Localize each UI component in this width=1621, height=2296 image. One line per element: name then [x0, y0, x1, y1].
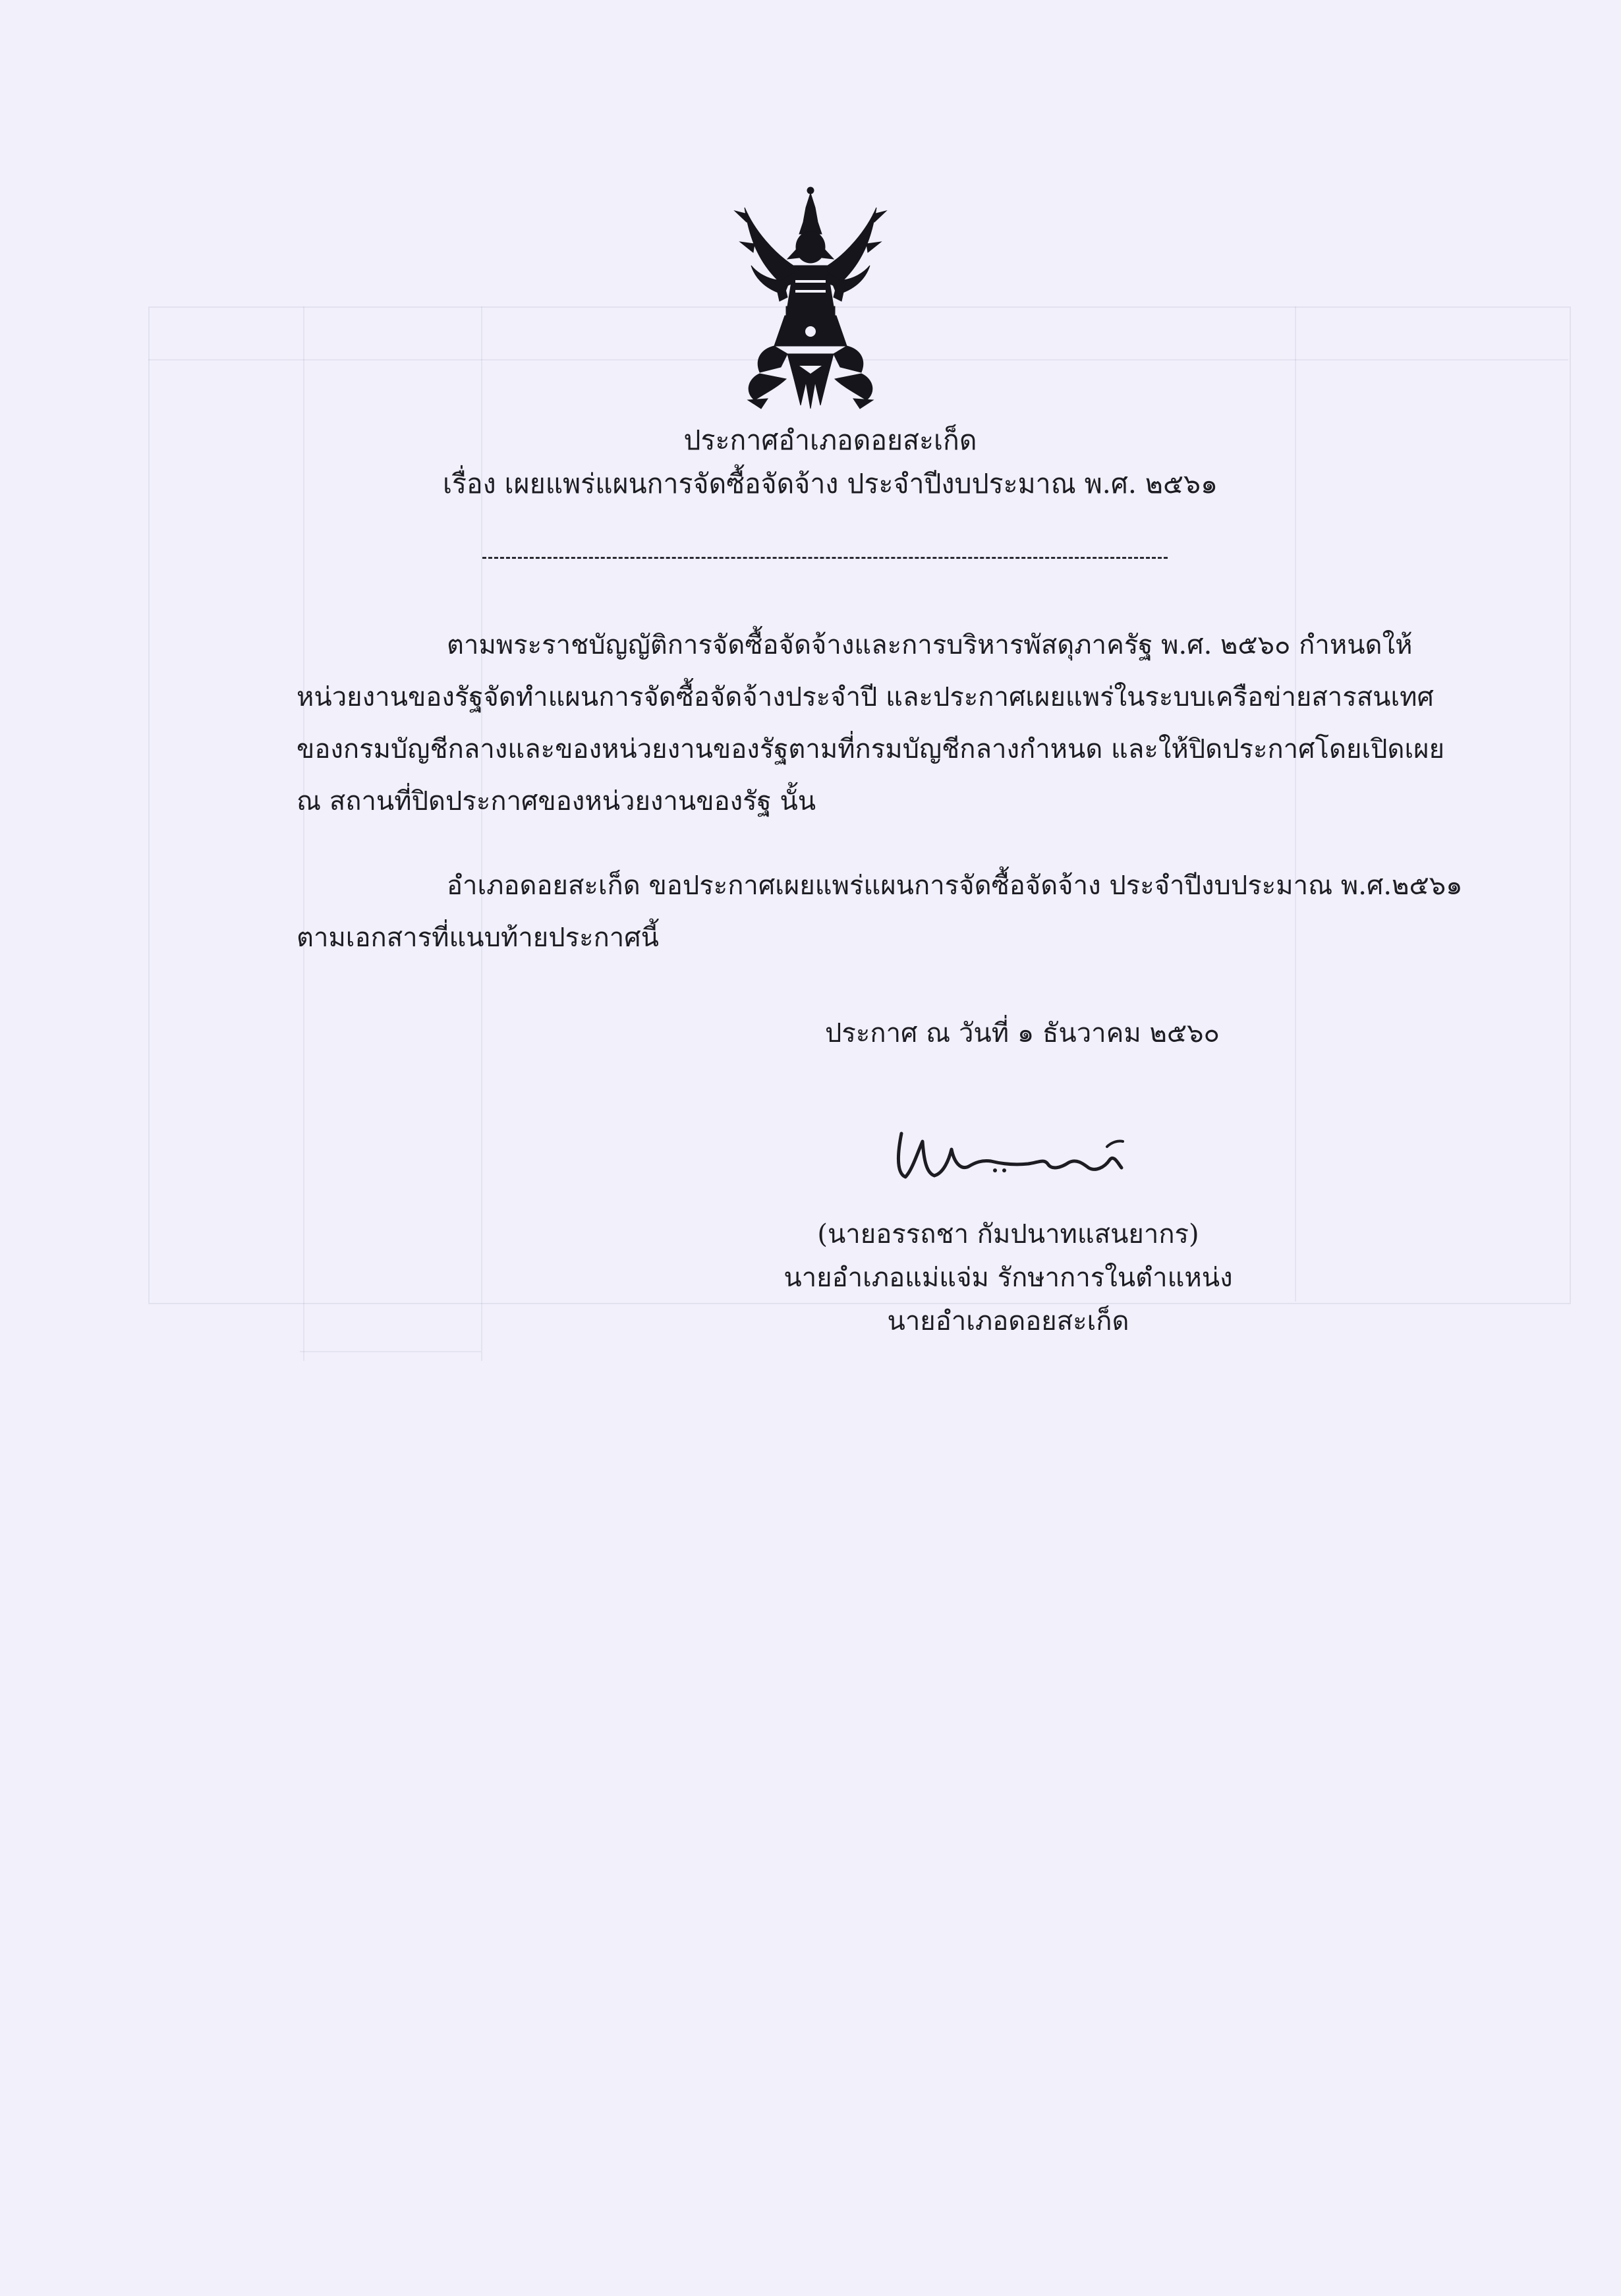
- announcement-subject: เรื่อง เผยแพร่แผนการจัดซื้อจัดจ้าง ประจำปีงบประมาณ พ.ศ. ๒๕๖๑: [442, 468, 1218, 500]
- paragraph-line: ของกรมบัญชีกลางและของหน่วยงานของรัฐตามที่กรมบัญชีกลางกำหนด และให้ปิดประกาศโดยเปิดเผย: [297, 734, 1445, 764]
- paragraph-announcement: [297, 860, 1489, 964]
- bleed-through-line: [300, 1351, 481, 1352]
- garuda-emblem-icon: [722, 181, 899, 412]
- paragraph-legal-basis: [297, 619, 1489, 828]
- paragraph-line: ตามเอกสารที่แนบท้ายประกาศนี้: [297, 923, 659, 953]
- paragraph-line: หน่วยงานของรัฐจัดทำแผนการจัดซื้อจัดจ้างประจำปี และประกาศเผยแพร่ในระบบเครือข่ายสารสนเทศ: [297, 682, 1434, 712]
- paragraph-line: ตามพระราชบัญญัติการจัดซื้อจัดจ้างและการบริหารพัสดุภาครัฐ พ.ศ. ๒๕๖๐ กำหนดให้: [447, 630, 1413, 660]
- handwritten-signature: [883, 1107, 1147, 1193]
- paragraph-line: อำเภอดอยสะเก็ด ขอประกาศเผยแพร่แผนการจัดซื้อจัดจ้าง ประจำปีงบประมาณ พ.ศ.๒๕๖๑: [447, 871, 1463, 901]
- paragraph-line: ณ สถานที่ปิดประกาศของหน่วยงานของรัฐ นั้น: [297, 786, 816, 817]
- dashed-divider: [482, 557, 1168, 559]
- signer-position-acting: นายอำเภอดอยสะเก็ด: [887, 1306, 1129, 1336]
- signer-name: (นายอรรถชา กัมปนาทแสนยากร): [817, 1219, 1199, 1249]
- bleed-through-line: [481, 306, 482, 1361]
- signer-position: นายอำเภอแม่แจ่ม รักษาการในตำแหน่ง: [783, 1263, 1233, 1293]
- bleed-through-line: [303, 306, 304, 1361]
- announcement-heading: ประกาศอำเภอดอยสะเก็ด: [683, 424, 977, 456]
- announcement-date: ประกาศ ณ วันที่ ๑ ธันวาคม ๒๕๖๐: [825, 1018, 1220, 1048]
